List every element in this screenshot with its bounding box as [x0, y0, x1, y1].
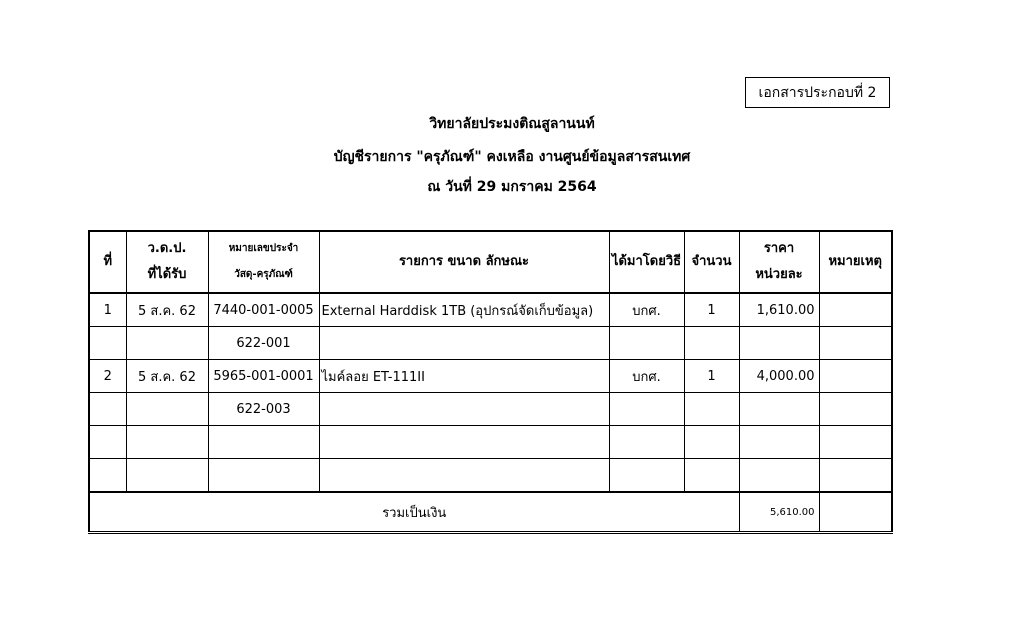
table-row: [89, 293, 892, 327]
cell-description: [319, 426, 609, 459]
cell-price: 1,610.00: [739, 293, 819, 327]
cell-quantity: [684, 327, 739, 360]
cell-code: [208, 459, 319, 493]
cell-method: [609, 393, 684, 426]
cell-code: 5965-001-0001: [208, 360, 319, 393]
cell-date: [126, 327, 208, 360]
cell-price: [739, 327, 819, 360]
cell-quantity: [684, 459, 739, 493]
cell-price: [739, 426, 819, 459]
table-row: [89, 426, 892, 459]
cell-description: [319, 327, 609, 360]
header-price-line1: ราคา: [763, 241, 795, 256]
cell-method: บกศ.: [609, 360, 684, 393]
cell-note: [819, 293, 892, 327]
cell-method: [609, 459, 684, 493]
table-row: [89, 360, 892, 393]
cell-price: [739, 459, 819, 493]
cell-note: [819, 426, 892, 459]
cell-date: [126, 459, 208, 493]
cell-date: [126, 393, 208, 426]
cell-description: [319, 459, 609, 493]
header-date-line2: ที่ได้รับ: [147, 267, 187, 282]
cell-no: [89, 327, 126, 360]
cell-no: 1: [89, 293, 126, 327]
cell-price: [739, 393, 819, 426]
document-reference-box: [745, 77, 890, 108]
cell-description: External Harddisk 1TB (อุปกรณ์จัดเก็บข้อมูล): [319, 293, 609, 327]
cell-price: 4,000.00: [739, 360, 819, 393]
header-code-line2: วัสดุ-ครุภัณฑ์: [234, 269, 293, 280]
cell-no: [89, 459, 126, 493]
cell-no: 2: [89, 360, 126, 393]
cell-note: [819, 459, 892, 493]
cell-note: [819, 327, 892, 360]
cell-description: ไมค์ลอย ET-111II: [319, 360, 609, 393]
cell-description: [319, 393, 609, 426]
cell-code: [208, 426, 319, 459]
institution-title: วิทยาลัยประมงติณสูลานนท์: [429, 116, 595, 132]
cell-code: 7440-001-0005: [208, 293, 319, 327]
cell-code: 622-003: [208, 393, 319, 426]
total-note-cell: [819, 492, 892, 533]
cell-quantity: 1: [684, 293, 739, 327]
table-header-row: [89, 231, 892, 293]
as-of-date-title: ณ วันที่ 29 มกราคม 2564: [427, 179, 597, 195]
cell-quantity: 1: [684, 360, 739, 393]
cell-no: [89, 426, 126, 459]
cell-date: 5 ส.ค. 62: [126, 360, 208, 393]
total-row: [89, 492, 892, 533]
header-quantity: จำนวน: [684, 231, 739, 293]
document-reference-label: เอกสารประกอบที่ 2: [758, 84, 877, 101]
cell-no: [89, 393, 126, 426]
cell-quantity: [684, 393, 739, 426]
header-code-line1: หมายเลขประจำ: [228, 243, 299, 254]
header-date-line1: ว.ด.ป.: [147, 241, 187, 256]
total-label: รวมเป็นเงิน: [89, 492, 739, 533]
cell-note: [819, 393, 892, 426]
cell-method: [609, 426, 684, 459]
total-value: 5,610.00: [739, 492, 819, 533]
cell-date: 5 ส.ค. 62: [126, 293, 208, 327]
header-price: [739, 231, 819, 293]
inventory-table: [88, 230, 893, 534]
cell-code: 622-001: [208, 327, 319, 360]
cell-quantity: [684, 426, 739, 459]
header-date: [126, 231, 208, 293]
table-row: [89, 327, 892, 360]
list-title: บัญชีรายการ "ครุภัณฑ์" คงเหลือ งานศูนย์ข้อมูลสารสนเทศ: [333, 149, 691, 165]
header-price-line2: หน่วยละ: [755, 267, 803, 282]
cell-method: บกศ.: [609, 293, 684, 327]
table-row: [89, 393, 892, 426]
header-note: หมายเหตุ: [819, 231, 892, 293]
cell-method: [609, 327, 684, 360]
header-code: [208, 231, 319, 293]
header-no: ที่: [89, 231, 126, 293]
header-description: รายการ ขนาด ลักษณะ: [319, 231, 609, 293]
header-method: ได้มาโดยวิธี: [609, 231, 684, 293]
cell-date: [126, 426, 208, 459]
table-row: [89, 459, 892, 493]
cell-note: [819, 360, 892, 393]
